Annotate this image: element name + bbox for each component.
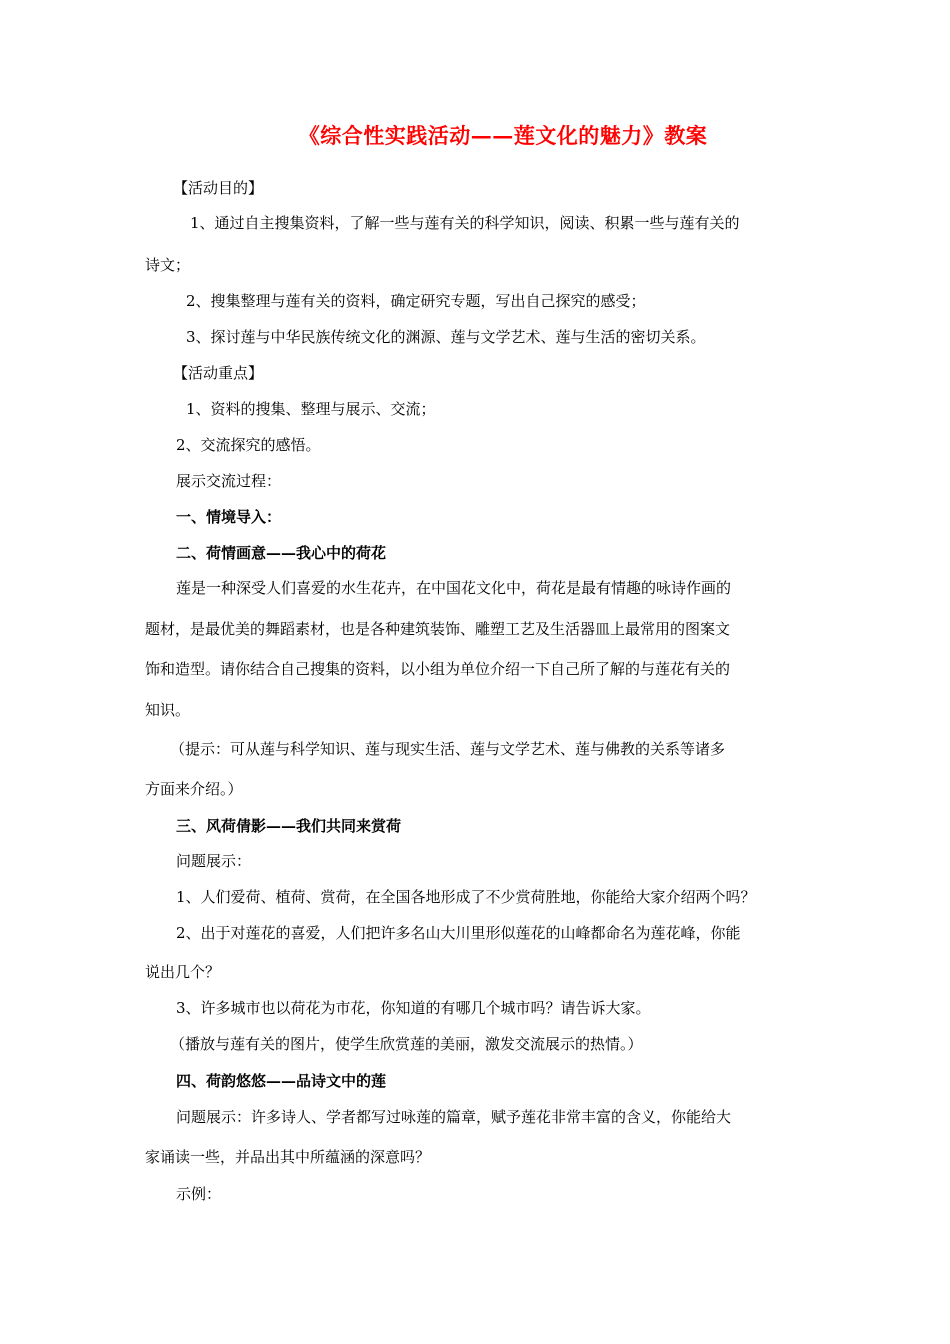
section-3-heading: 三、风荷倩影——我们共同来赏荷 — [176, 817, 402, 835]
section-2-para-4: 知识。 — [145, 701, 191, 719]
objective-1-cont: 诗文； — [145, 256, 191, 274]
section-2-hint-2: 方面来介绍。） — [145, 780, 243, 798]
process-heading: 展示交流过程： — [176, 472, 282, 490]
section-2-hint-1: （提示：可从莲与科学知识、莲与现实生活、莲与文学艺术、莲与佛教的关系等诸多 — [170, 740, 726, 758]
section-3-question-2-cont: 说出几个？ — [145, 963, 221, 981]
focus-2: 2、交流探究的感悟。 — [176, 436, 321, 454]
section-2-para-2: 题材，是最优美的舞蹈素材，也是各种建筑装饰、雕塑工艺及生活器皿上最常用的图案文 — [145, 620, 731, 638]
section-3-question-2: 2、出于对莲花的喜爱，人们把许多名山大川里形似莲花的山峰都命名为莲花峰，你能 — [176, 924, 741, 942]
section-4-question-1: 问题展示：许多诗人、学者都写过咏莲的篇章，赋予莲花非常丰富的含义，你能给大 — [176, 1108, 732, 1126]
section-3-questions-label: 问题展示： — [176, 852, 252, 870]
objective-3: 3、探讨莲与中华民族传统文化的渊源、莲与文学艺术、莲与生活的密切关系。 — [186, 328, 706, 346]
objective-2: 2、搜集整理与莲有关的资料，确定研究专题，写出自己探究的感受； — [186, 292, 646, 310]
section-heading-focus: 【活动重点】 — [173, 364, 264, 382]
section-3-question-3: 3、许多城市也以荷花为市花，你知道的有哪几个城市吗？请告诉大家。 — [176, 999, 651, 1017]
section-2-heading: 二、荷情画意——我心中的荷花 — [176, 544, 387, 562]
section-3-question-1: 1、人们爱荷、植荷、赏荷，在全国各地形成了不少赏荷胜地，你能给大家介绍两个吗？ — [176, 888, 756, 906]
objective-1: 1、通过自主搜集资料，了解一些与莲有关的科学知识，阅读、积累一些与莲有关的 — [190, 214, 740, 232]
section-2-para-1: 莲是一种深受人们喜爱的水生花卉，在中国花文化中，荷花是最有情趣的咏诗作画的 — [176, 579, 732, 597]
section-4-example-label: 示例： — [176, 1185, 222, 1203]
section-heading-objectives: 【活动目的】 — [173, 179, 264, 197]
section-3-note: （播放与莲有关的图片，使学生欣赏莲的美丽，激发交流展示的热情。） — [170, 1035, 643, 1053]
section-4-question-1-cont: 家诵读一些，并品出其中所蕴涵的深意吗？ — [145, 1148, 431, 1166]
section-2-para-3: 饰和造型。请你结合自己搜集的资料，以小组为单位介绍一下自己所了解的与莲花有关的 — [145, 660, 731, 678]
section-1-heading: 一、情境导入： — [176, 508, 282, 526]
section-4-heading: 四、荷韵悠悠——品诗文中的莲 — [176, 1072, 387, 1090]
document-title: 《综合性实践活动——莲文化的魅力》教案 — [298, 123, 708, 148]
focus-1: 1、资料的搜集、整理与展示、交流； — [186, 400, 436, 418]
